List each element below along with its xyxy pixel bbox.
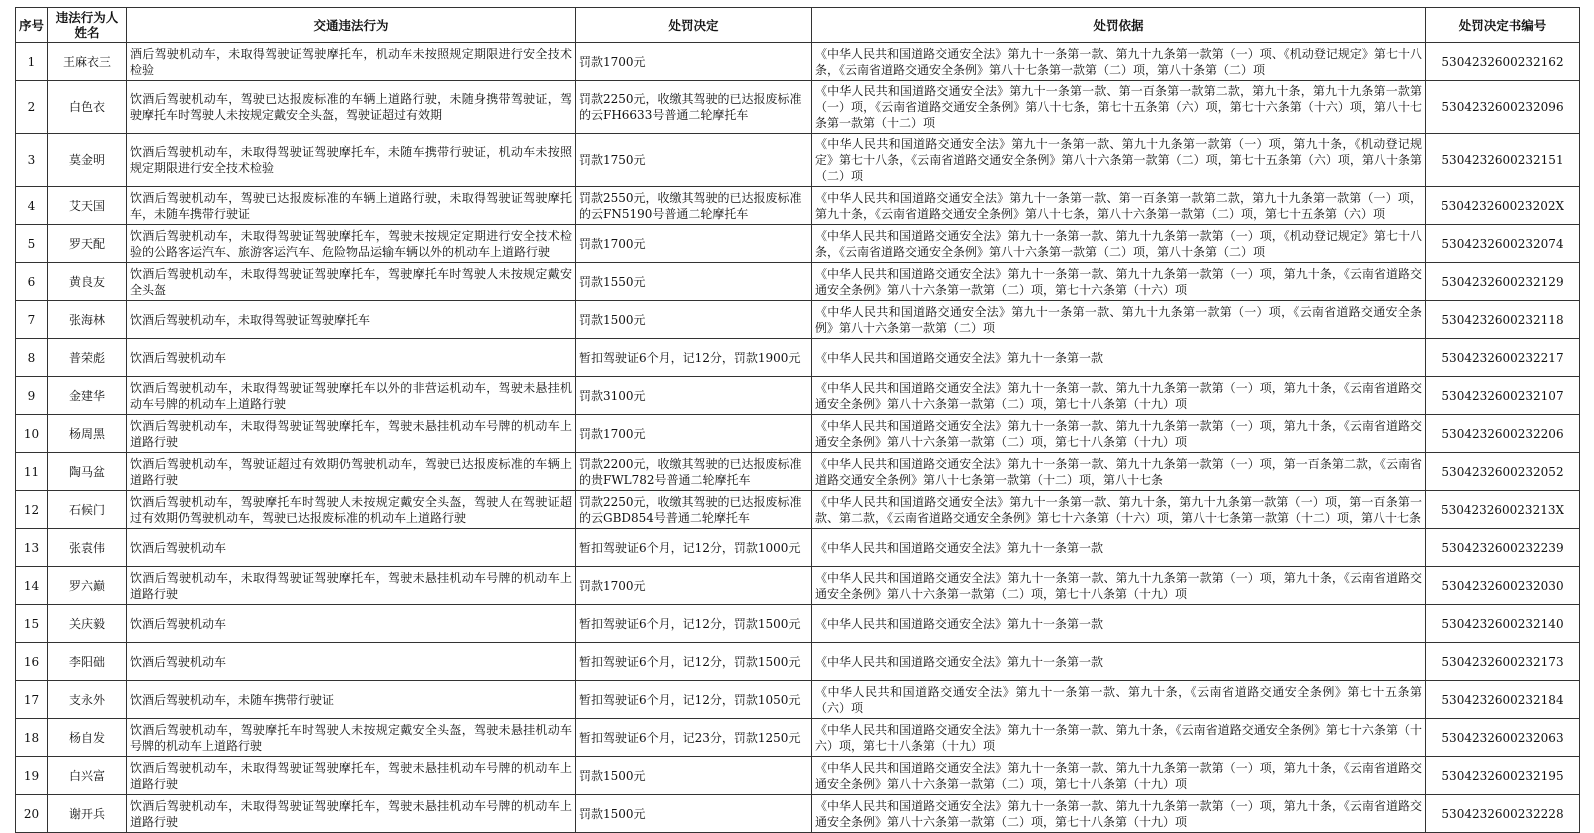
offender-name: 罗六巅 — [48, 567, 127, 605]
header-code: 处罚决定书编号 — [1426, 8, 1580, 43]
row-number: 2 — [16, 81, 48, 134]
violation-text: 饮酒后驾驶机动车，未取得驾驶证驾驶摩托车，驾驶未悬挂机动车号牌的机动车上道路行驶 — [127, 415, 576, 453]
violation-text: 饮酒后驾驶机动车，驾驶证超过有效期仍驾驶机动车，驾驶已达报废标准的车辆上道路行驶 — [127, 453, 576, 491]
row-number: 4 — [16, 187, 48, 225]
decision-number: 530423260023202X — [1426, 187, 1580, 225]
penalty-decision: 暂扣驾驶证6个月，记12分，罚款1500元 — [576, 643, 812, 681]
legal-basis: 《中华人民共和国道路交通安全法》第九十一条第一款、第九十九条第一款第（一）项，第九十条，《机动登记规定》第七十八条，《云南省道路交通安全条例》第八十六条第一款第（二）项，第七十五条第（六）项，第八十条第（二）项 — [812, 134, 1426, 187]
legal-basis: 《中华人民共和国道路交通安全法》第九十一条第一款、第一百条第一款第二款，第九十九条第一款第（一）项，第九十条，《云南省道路交通安全条例》第八十七条，第八十六条第一款第（二）项，第七十五条第（六）项 — [812, 187, 1426, 225]
penalty-decision: 罚款1550元 — [576, 263, 812, 301]
penalty-decision: 罚款1500元 — [576, 757, 812, 795]
legal-basis: 《中华人民共和国道路交通安全法》第九十一条第一款、第九十九条第一款第（一）项，第九十条，《云南省道路交通安全条例》第八十六条第一款第（二）项，第七十八条第（十九）项 — [812, 795, 1426, 833]
legal-basis: 《中华人民共和国道路交通安全法》第九十一条第一款、第九十九条第一款第（一）项，第九十条，《云南省道路交通安全条例》第八十六条第一款第（二）项，第七十六条第（十六）项 — [812, 263, 1426, 301]
penalty-decision: 罚款2250元，收缴其驾驶的已达报废标准的云GBD854号普通二轮摩托车 — [576, 491, 812, 529]
table-row — [16, 187, 1580, 225]
legal-basis: 《中华人民共和国道路交通安全法》第九十一条第一款 — [812, 339, 1426, 377]
offender-name: 王麻衣三 — [48, 43, 127, 81]
decision-number: 5304232600232184 — [1426, 681, 1580, 719]
header-basis: 处罚依据 — [812, 8, 1426, 43]
violation-text: 酒后驾驶机动车，未取得驾驶证驾驶摩托车，机动车未按照规定期限进行安全技术检验 — [127, 43, 576, 81]
violation-text: 饮酒后驾驶机动车 — [127, 339, 576, 377]
legal-basis: 《中华人民共和国道路交通安全法》第九十一条第一款、第九十条，第九十九条第一款第（一）项，第一百条第一款、第二款，《云南省道路交通安全条例》第七十六条第（十六）项，第八十七条第一款第（十二）项，第八十七条 — [812, 491, 1426, 529]
table-body — [16, 43, 1580, 833]
decision-number: 5304232600232074 — [1426, 225, 1580, 263]
table-row — [16, 415, 1580, 453]
row-number: 15 — [16, 605, 48, 643]
violation-text: 饮酒后驾驶机动车，未取得驾驶证驾驶摩托车 — [127, 301, 576, 339]
penalty-decision: 暂扣驾驶证6个月，记12分，罚款1500元 — [576, 605, 812, 643]
decision-number: 5304232600232217 — [1426, 339, 1580, 377]
table-row — [16, 134, 1580, 187]
penalty-decision: 罚款2250元，收缴其驾驶的已达报废标准的云FH6633号普通二轮摩托车 — [576, 81, 812, 134]
penalty-decision: 罚款1700元 — [576, 567, 812, 605]
penalty-decision: 暂扣驾驶证6个月，记12分，罚款1050元 — [576, 681, 812, 719]
table-row — [16, 453, 1580, 491]
table-row — [16, 301, 1580, 339]
row-number: 10 — [16, 415, 48, 453]
offender-name: 陶马盆 — [48, 453, 127, 491]
legal-basis: 《中华人民共和国道路交通安全法》第九十一条第一款 — [812, 643, 1426, 681]
row-number: 20 — [16, 795, 48, 833]
penalty-decision: 罚款2550元，收缴其驾驶的已达报废标准的云FN5190号普通二轮摩托车 — [576, 187, 812, 225]
decision-number: 5304232600232030 — [1426, 567, 1580, 605]
table-row — [16, 81, 1580, 134]
violation-text: 饮酒后驾驶机动车，未取得驾驶证驾驶摩托车，未随车携带行驶证，机动车未按照规定期限进行安全技术检验 — [127, 134, 576, 187]
legal-basis: 《中华人民共和国道路交通安全法》第九十一条第一款、第一百条第一款第二款，第九十条，第九十九条第一款第（一）项，《云南省道路交通安全条例》第八十七条，第七十五条第（六）项，第七十六条第（十六）项，第八十七条第一款第（十二）项 — [812, 81, 1426, 134]
table-row — [16, 757, 1580, 795]
offender-name: 张袁伟 — [48, 529, 127, 567]
violation-text: 饮酒后驾驶机动车，驾驶已达报废标准的车辆上道路行驶，未取得驾驶证驾驶摩托车，未随车携带行驶证 — [127, 187, 576, 225]
offender-name: 张海林 — [48, 301, 127, 339]
table-row — [16, 339, 1580, 377]
penalty-decision: 暂扣驾驶证6个月，记23分，罚款1250元 — [576, 719, 812, 757]
violation-text: 饮酒后驾驶机动车，未取得驾驶证驾驶摩托车，驾驶未悬挂机动车号牌的机动车上道路行驶 — [127, 757, 576, 795]
decision-number: 530423260023213X — [1426, 491, 1580, 529]
legal-basis: 《中华人民共和国道路交通安全法》第九十一条第一款、第九十九条第一款第（一）项，《机动登记规定》第七十八条，《云南省道路交通安全条例》第八十六条第一款第（二）项，第八十条第（二）项 — [812, 225, 1426, 263]
table-row — [16, 605, 1580, 643]
table-row — [16, 567, 1580, 605]
row-number: 1 — [16, 43, 48, 81]
penalty-table — [15, 7, 1580, 833]
table-row — [16, 719, 1580, 757]
table-row — [16, 377, 1580, 415]
offender-name: 支永外 — [48, 681, 127, 719]
decision-number: 5304232600232063 — [1426, 719, 1580, 757]
penalty-decision: 罚款1700元 — [576, 225, 812, 263]
decision-number: 5304232600232195 — [1426, 757, 1580, 795]
row-number: 5 — [16, 225, 48, 263]
penalty-decision: 罚款1700元 — [576, 415, 812, 453]
penalty-decision: 罚款2200元，收缴其驾驶的已达报废标准的贵FWL782号普通二轮摩托车 — [576, 453, 812, 491]
decision-number: 5304232600232118 — [1426, 301, 1580, 339]
decision-number: 5304232600232239 — [1426, 529, 1580, 567]
violation-text: 饮酒后驾驶机动车 — [127, 643, 576, 681]
offender-name: 杨自发 — [48, 719, 127, 757]
legal-basis: 《中华人民共和国道路交通安全法》第九十一条第一款、第九十九条第一款第（一）项，《云南省道路交通安全条例》第八十六条第一款第（二）项 — [812, 301, 1426, 339]
decision-number: 5304232600232096 — [1426, 81, 1580, 134]
violation-text: 饮酒后驾驶机动车，驾驶已达报废标准的车辆上道路行驶，未随身携带驾驶证，驾驶摩托车时驾驶人未按规定戴安全头盔，驾驶证超过有效期 — [127, 81, 576, 134]
offender-name: 罗天配 — [48, 225, 127, 263]
violation-text: 饮酒后驾驶机动车，未取得驾驶证驾驶摩托车，驾驶摩托车时驾驶人未按规定戴安全头盔 — [127, 263, 576, 301]
row-number: 18 — [16, 719, 48, 757]
decision-number: 5304232600232052 — [1426, 453, 1580, 491]
row-number: 3 — [16, 134, 48, 187]
row-number: 13 — [16, 529, 48, 567]
offender-name: 艾天国 — [48, 187, 127, 225]
table-row — [16, 643, 1580, 681]
row-number: 8 — [16, 339, 48, 377]
decision-number: 5304232600232206 — [1426, 415, 1580, 453]
legal-basis: 《中华人民共和国道路交通安全法》第九十一条第一款、第九十九条第一款第（一）项，第九十条，《云南省道路交通安全条例》第八十六条第一款第（二）项，第七十八条第（十九）项 — [812, 757, 1426, 795]
legal-basis: 《中华人民共和国道路交通安全法》第九十一条第一款、第九十九条第一款第（一）项，第九十条，《云南省道路交通安全条例》第八十六条第一款第（二）项，第七十八条第（十九）项 — [812, 377, 1426, 415]
header-penalty: 处罚决定 — [576, 8, 812, 43]
penalty-decision: 罚款1500元 — [576, 301, 812, 339]
legal-basis: 《中华人民共和国道路交通安全法》第九十一条第一款、第九十九条第一款第（一）项，第九十条，《云南省道路交通安全条例》第八十六条第一款第（二）项，第七十八条第（十九）项 — [812, 415, 1426, 453]
decision-number: 5304232600232162 — [1426, 43, 1580, 81]
penalty-decision: 暂扣驾驶证6个月，记12分，罚款1000元 — [576, 529, 812, 567]
row-number: 12 — [16, 491, 48, 529]
offender-name: 杨周黑 — [48, 415, 127, 453]
table-row — [16, 681, 1580, 719]
violation-text: 饮酒后驾驶机动车，驾驶摩托车时驾驶人未按规定戴安全头盔，驾驶未悬挂机动车号牌的机动车上道路行驶 — [127, 719, 576, 757]
decision-number: 5304232600232228 — [1426, 795, 1580, 833]
offender-name: 黄良友 — [48, 263, 127, 301]
legal-basis: 《中华人民共和国道路交通安全法》第九十一条第一款、第九十九条第一款第（一）项、《机动登记规定》第七十八条，《云南省道路交通安全条例》第八十七条第一款第（二）项，第八十条第（二）项 — [812, 43, 1426, 81]
offender-name: 白色衣 — [48, 81, 127, 134]
legal-basis: 《中华人民共和国道路交通安全法》第九十一条第一款、第九十九条第一款第（一）项，第九十条，《云南省道路交通安全条例》第八十六条第一款第（二）项，第七十八条第（十九）项 — [812, 567, 1426, 605]
row-number: 9 — [16, 377, 48, 415]
violation-text: 饮酒后驾驶机动车 — [127, 529, 576, 567]
decision-number: 5304232600232151 — [1426, 134, 1580, 187]
offender-name: 李阳础 — [48, 643, 127, 681]
offender-name: 谢开兵 — [48, 795, 127, 833]
violation-text: 饮酒后驾驶机动车，未取得驾驶证驾驶摩托车以外的非营运机动车，驾驶未悬挂机动车号牌的机动车上道路行驶 — [127, 377, 576, 415]
penalty-decision: 罚款1500元 — [576, 795, 812, 833]
offender-name: 石候门 — [48, 491, 127, 529]
row-number: 11 — [16, 453, 48, 491]
penalty-decision: 罚款1700元 — [576, 43, 812, 81]
table-row — [16, 263, 1580, 301]
violation-text: 饮酒后驾驶机动车，未取得驾驶证驾驶摩托车，驾驶未按规定定期进行安全技术检验的公路客运汽车、旅游客运汽车、危险物品运输车辆以外的机动车上道路行驶 — [127, 225, 576, 263]
decision-number: 5304232600232173 — [1426, 643, 1580, 681]
row-number: 14 — [16, 567, 48, 605]
offender-name: 金建华 — [48, 377, 127, 415]
row-number: 7 — [16, 301, 48, 339]
legal-basis: 《中华人民共和国道路交通安全法》第九十一条第一款 — [812, 529, 1426, 567]
violation-text: 饮酒后驾驶机动车，未取得驾驶证驾驶摩托车，驾驶未悬挂机动车号牌的机动车上道路行驶 — [127, 567, 576, 605]
offender-name: 关庆毅 — [48, 605, 127, 643]
legal-basis: 《中华人民共和国道路交通安全法》第九十一条第一款、第九十九条第一款第（一）项，第一百条第二款，《云南省道路交通安全条例》第八十七条第一款第（十二）项，第八十七条 — [812, 453, 1426, 491]
table-row — [16, 529, 1580, 567]
row-number: 19 — [16, 757, 48, 795]
header-act: 交通违法行为 — [127, 8, 576, 43]
decision-number: 5304232600232107 — [1426, 377, 1580, 415]
header-no: 序号 — [16, 8, 48, 43]
penalty-decision: 暂扣驾驶证6个月，记12分，罚款1900元 — [576, 339, 812, 377]
violation-text: 饮酒后驾驶机动车 — [127, 605, 576, 643]
offender-name: 普荣彪 — [48, 339, 127, 377]
penalty-decision: 罚款3100元 — [576, 377, 812, 415]
table-row — [16, 43, 1580, 81]
table-row — [16, 491, 1580, 529]
table-row — [16, 225, 1580, 263]
offender-name: 莫金明 — [48, 134, 127, 187]
decision-number: 5304232600232140 — [1426, 605, 1580, 643]
offender-name: 白兴富 — [48, 757, 127, 795]
row-number: 6 — [16, 263, 48, 301]
decision-number: 5304232600232129 — [1426, 263, 1580, 301]
legal-basis: 《中华人民共和国道路交通安全法》第九十一条第一款、第九十条，《云南省道路交通安全条例》第七十五条第（六）项 — [812, 681, 1426, 719]
legal-basis: 《中华人民共和国道路交通安全法》第九十一条第一款、第九十条，《云南省道路交通安全条例》第七十六条第（十六）项，第七十八条第（十九）项 — [812, 719, 1426, 757]
legal-basis: 《中华人民共和国道路交通安全法》第九十一条第一款 — [812, 605, 1426, 643]
violation-text: 饮酒后驾驶机动车，未取得驾驶证驾驶摩托车，驾驶未悬挂机动车号牌的机动车上道路行驶 — [127, 795, 576, 833]
header-name: 违法行为人姓名 — [48, 8, 127, 43]
header-row — [16, 8, 1580, 43]
row-number: 16 — [16, 643, 48, 681]
row-number: 17 — [16, 681, 48, 719]
violation-text: 饮酒后驾驶机动车，未随车携带行驶证 — [127, 681, 576, 719]
violation-text: 饮酒后驾驶机动车，驾驶摩托车时驾驶人未按规定戴安全头盔，驾驶人在驾驶证超过有效期仍驾驶机动车，驾驶已达报废标准的机动车上道路行驶 — [127, 491, 576, 529]
penalty-decision: 罚款1750元 — [576, 134, 812, 187]
